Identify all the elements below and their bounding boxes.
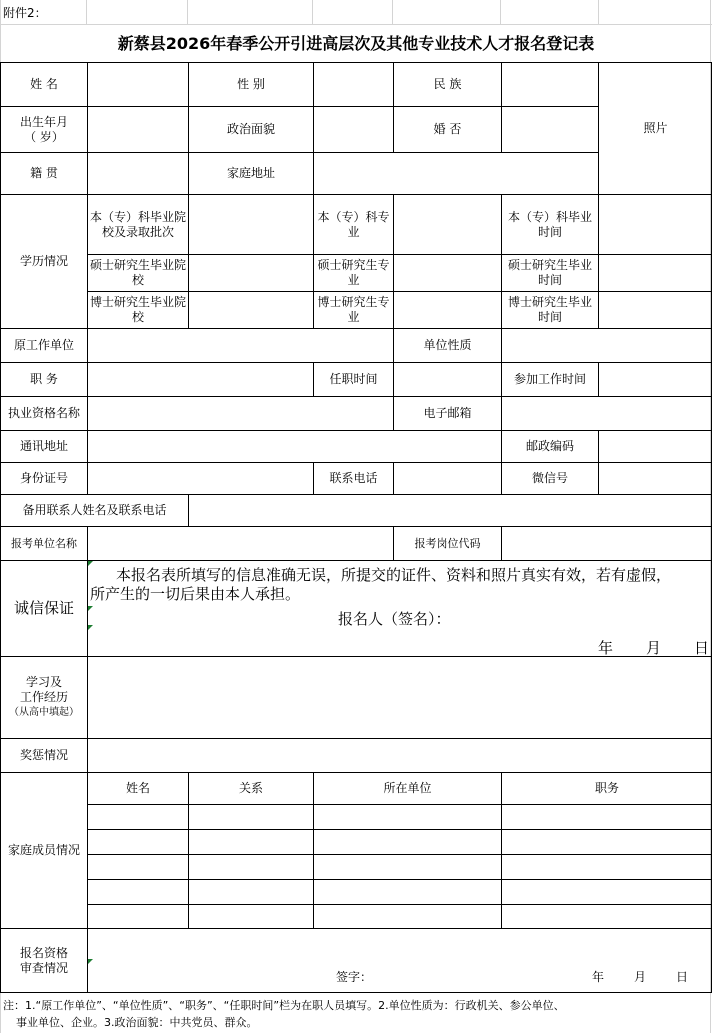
family-position-input[interactable] — [501, 904, 712, 928]
review-label-line2: 审查情况 — [19, 960, 68, 975]
bachelor-school-input[interactable] — [188, 194, 313, 254]
family-unit-input[interactable] — [313, 804, 501, 829]
work-start-time-label: 参加工作时间 — [501, 362, 598, 396]
resume-label-line2: 工作经历 — [19, 690, 68, 704]
address-input[interactable] — [87, 430, 501, 462]
family-relation-input[interactable] — [188, 854, 313, 879]
email-input[interactable] — [501, 396, 712, 430]
master-major-label: 硕士研究生专业 — [313, 254, 393, 291]
master-major-input[interactable] — [393, 254, 501, 291]
birth-label — [0, 106, 87, 152]
cell-comment-marker — [88, 625, 93, 630]
native-label: 籍 贯 — [0, 152, 87, 194]
awards-label: 奖惩情况 — [0, 738, 87, 772]
family-position-input[interactable] — [501, 804, 712, 829]
name-label: 姓 名 — [0, 62, 87, 106]
appointment-time-label: 任职时间 — [313, 362, 393, 396]
gender-label: 性 别 — [188, 62, 313, 106]
review-label-line1: 报名资格 — [19, 945, 68, 960]
master-school-input[interactable] — [188, 254, 313, 291]
family-name-input[interactable] — [87, 904, 188, 928]
awards-input[interactable] — [87, 738, 712, 772]
resume-input[interactable] — [87, 656, 712, 738]
address-label: 通讯地址 — [0, 430, 87, 462]
postcode-input[interactable] — [598, 430, 712, 462]
unit-nature-input[interactable] — [501, 328, 712, 362]
backup-contact-label: 备用联系人姓名及联系电话 — [0, 494, 188, 526]
home-address-input[interactable] — [313, 152, 598, 194]
education-label: 学历情况 — [0, 194, 87, 328]
attachment-label: 附件2： — [3, 6, 47, 20]
family-name-input[interactable] — [87, 879, 188, 904]
integrity-statement-line2: 所产生的一切后果由本人承担。 — [90, 585, 301, 603]
family-header-unit: 所在单位 — [313, 772, 501, 804]
family-relation-input[interactable] — [188, 829, 313, 854]
cell-comment-marker — [88, 606, 93, 611]
political-input[interactable] — [313, 106, 393, 152]
family-unit-input[interactable] — [313, 854, 501, 879]
ethnicity-label: 民 族 — [393, 62, 501, 106]
unit-nature-label: 单位性质 — [393, 328, 501, 362]
family-name-input[interactable] — [87, 854, 188, 879]
integrity-day: 日 — [694, 639, 710, 657]
bachelor-major-label: 本（专）科专业 — [313, 194, 393, 254]
phone-input[interactable] — [393, 462, 501, 494]
apply-unit-label: 报考单位名称 — [0, 526, 87, 560]
master-time-input[interactable] — [598, 254, 712, 291]
family-relation-input[interactable] — [188, 879, 313, 904]
family-header-position: 职务 — [501, 772, 712, 804]
family-position-input[interactable] — [501, 829, 712, 854]
cell-comment-marker — [88, 959, 93, 964]
birth-input[interactable] — [87, 106, 188, 152]
wechat-label: 微信号 — [501, 462, 598, 494]
bachelor-school-label: 本（专）科毕业院校及录取批次 — [87, 194, 188, 254]
master-school-label: 硕士研究生毕业院校 — [87, 254, 188, 291]
review-day: 日 — [676, 970, 689, 984]
former-unit-label: 原工作单位 — [0, 328, 87, 362]
review-sign-label: 签字： — [336, 970, 373, 984]
doctor-time-label: 博士研究生毕业时间 — [501, 291, 598, 328]
family-label: 家庭成员情况 — [0, 772, 87, 928]
form-title: 新蔡县2026年春季公开引进高层次及其他专业技术人才报名登记表 — [117, 34, 595, 53]
doctor-school-input[interactable] — [188, 291, 313, 328]
resume-label — [0, 656, 87, 738]
photo-box[interactable]: 照片 — [598, 62, 712, 194]
qualification-label: 执业资格名称 — [0, 396, 87, 430]
family-header-relation: 关系 — [188, 772, 313, 804]
work-start-time-input[interactable] — [598, 362, 712, 396]
family-unit-input[interactable] — [313, 879, 501, 904]
backup-contact-input[interactable] — [188, 494, 712, 526]
doctor-school-label: 博士研究生毕业院校 — [87, 291, 188, 328]
gender-input[interactable] — [313, 62, 393, 106]
cell-comment-marker — [88, 561, 93, 566]
ethnicity-input[interactable] — [501, 62, 598, 106]
integrity-year: 年 — [598, 639, 614, 657]
apply-unit-input[interactable] — [87, 526, 393, 560]
family-position-input[interactable] — [501, 854, 712, 879]
name-input[interactable] — [87, 62, 188, 106]
native-input[interactable] — [87, 152, 188, 194]
family-unit-input[interactable] — [313, 829, 501, 854]
political-label: 政治面貌 — [188, 106, 313, 152]
review-month: 月 — [634, 970, 647, 984]
integrity-label: 诚信保证 — [0, 560, 87, 656]
family-unit-input[interactable] — [313, 904, 501, 928]
postcode-label: 邮政编码 — [501, 430, 598, 462]
apply-post-code-input[interactable] — [501, 526, 712, 560]
family-relation-input[interactable] — [188, 804, 313, 829]
qualification-input[interactable] — [87, 396, 393, 430]
wechat-input[interactable] — [598, 462, 712, 494]
former-unit-input[interactable] — [87, 328, 393, 362]
position-label: 职 务 — [0, 362, 87, 396]
integrity-statement-line1: 本报名表所填写的信息准确无误，所提交的证件、资料和照片真实有效，若有虚假， — [116, 566, 672, 584]
integrity-signer-label: 报名人（签名）： — [338, 610, 451, 628]
note-line2: 事业单位、企业。3.政治面貌：中共党员、群众。 — [16, 1016, 258, 1029]
bachelor-time-input[interactable] — [598, 194, 712, 254]
id-number-label: 身份证号 — [0, 462, 87, 494]
doctor-major-input[interactable] — [393, 291, 501, 328]
position-input[interactable] — [87, 362, 313, 396]
bachelor-major-input[interactable] — [393, 194, 501, 254]
family-name-input[interactable] — [87, 804, 188, 829]
resume-hint: （从高中填起） — [9, 707, 79, 718]
review-label — [0, 928, 87, 992]
bachelor-time-label: 本（专）科毕业时间 — [501, 194, 598, 254]
apply-post-code-label: 报考岗位代码 — [393, 526, 501, 560]
family-position-input[interactable] — [501, 879, 712, 904]
marital-input[interactable] — [501, 106, 598, 152]
id-number-input[interactable] — [87, 462, 313, 494]
birth-text: 出生年月 — [19, 114, 68, 129]
marital-label: 婚 否 — [393, 106, 501, 152]
doctor-time-input[interactable] — [598, 291, 712, 328]
family-relation-input[interactable] — [188, 904, 313, 928]
review-year: 年 — [592, 970, 605, 984]
phone-label: 联系电话 — [313, 462, 393, 494]
appointment-time-input[interactable] — [393, 362, 501, 396]
family-name-input[interactable] — [87, 829, 188, 854]
family-header-name: 姓名 — [87, 772, 188, 804]
doctor-major-label: 博士研究生专业 — [313, 291, 393, 328]
home-address-label: 家庭地址 — [188, 152, 313, 194]
age-text: （ 岁） — [24, 129, 64, 144]
note-line1: 注：1.“原工作单位”、“单位性质”、“职务”、“任职时间”栏为在职人员填写。2.单位性质为：行政机关、参公单位、 — [3, 999, 565, 1012]
review-box[interactable] — [87, 928, 712, 992]
master-time-label: 硕士研究生毕业时间 — [501, 254, 598, 291]
email-label: 电子邮箱 — [393, 396, 501, 430]
integrity-month: 月 — [646, 639, 662, 657]
resume-label-line1: 学习及 — [25, 675, 62, 689]
